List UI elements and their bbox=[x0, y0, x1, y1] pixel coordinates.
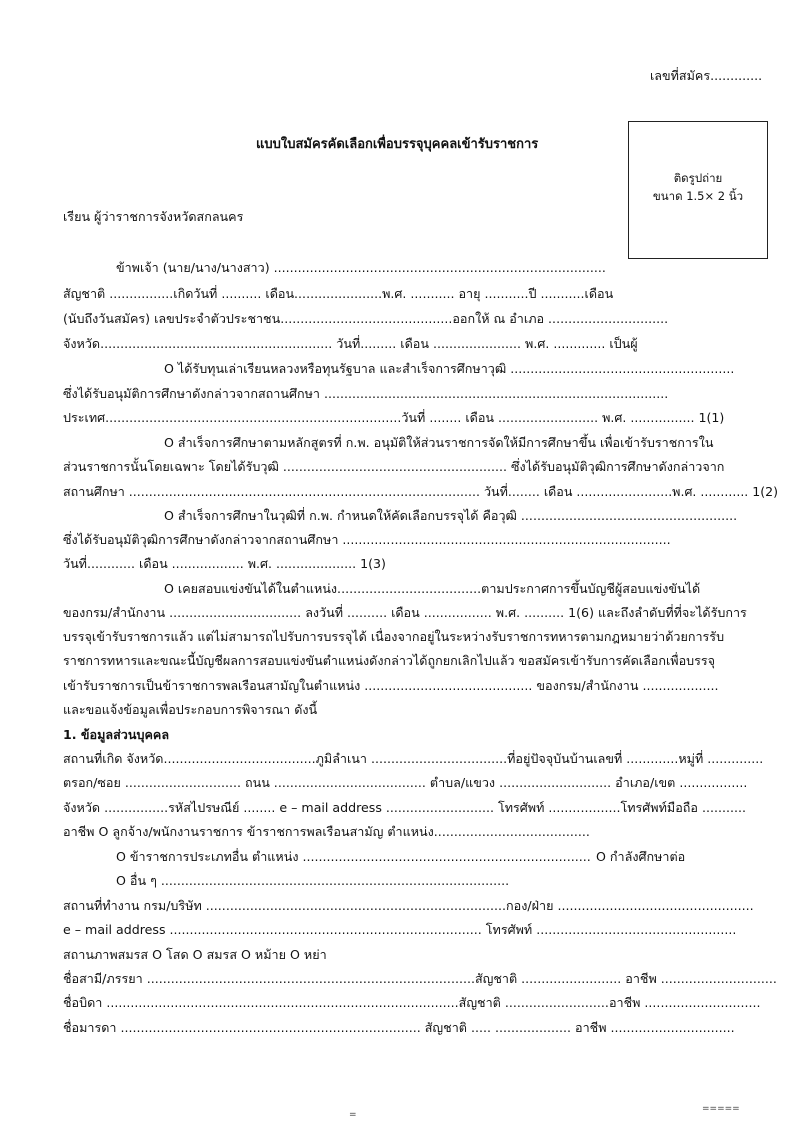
photo-label: ติดรูปถ่าย bbox=[673, 171, 723, 185]
occupation-studying-option: O กำลังศึกษาต่อ bbox=[596, 849, 686, 864]
option-previous-exam-line: O เคยสอบแข่งขันได้ในตำแหน่ง....................................ตามประกาศการขึ้นบัญชีผู้สอบแข่งขันได้ bbox=[164, 581, 701, 596]
page-mark-right: ===== bbox=[702, 1104, 740, 1114]
id-number-line: (นับถึงวันสมัคร) เลขประจำตัวประชาชน...........................................ออกให้ ณ อำเภอ .............................. bbox=[63, 311, 669, 326]
applicant-name-line: ข้าพเจ้า (นาย/นาง/นางสาว) ................................................................................... bbox=[116, 260, 606, 275]
scholarship-institution-line: ซึ่งได้รับอนุมัติการศึกษาดังกล่าวจากสถานศึกษา ...................................................................................... bbox=[63, 386, 669, 401]
father-name-line: ชื่อบิดา ........................................................................................สัญชาติ ..........................อาชีพ ............................. bbox=[63, 995, 761, 1010]
scholarship-country-line: ประเทศ..........................................................................วันที่ ........ เดือน ......................... พ.ศ. ................ 1(1) bbox=[63, 410, 725, 425]
option-ocsc-degree-line: O สำเร็จการศึกษาในวุฒิที่ ก.พ. กำหนดให้คัดเลือกบรรจุได้ คือวุฒิ ...................................................... bbox=[164, 508, 738, 523]
photo-placeholder-box bbox=[628, 121, 768, 259]
birthplace-address-line: สถานที่เกิด จังหวัด......................................ภูมิลำเนา ..................................ที่อยู่ปัจจุบันบ้านเลขที่ .............หมู่ที่ .............. bbox=[63, 751, 764, 766]
spouse-name-line: ชื่อสามี/ภรรยา ..................................................................................สัญชาติ ......................... อาชีพ ............................. bbox=[63, 971, 777, 986]
work-email-line: e – mail address .............................................................................. โทรศัพท์ .................................................. bbox=[63, 922, 737, 937]
degree-date-line: วันที่............ เดือน .................. พ.ศ. .................... 1(3) bbox=[63, 556, 386, 571]
mother-name-line: ชื่อมารดา ........................................................................... สัญชาติ ..... ................... อาชีพ ............................... bbox=[63, 1020, 735, 1035]
addressee: เรียน ผู้ว่าราชการจังหวัดสกลนคร bbox=[63, 209, 244, 224]
province-date-line: จังหวัด.......................................................... วันที่......... เดือน ...................... พ.ศ. ............. เป็นผู้ bbox=[63, 336, 638, 351]
military-service-line: บรรจุเข้ารับราชการแล้ว แต่ไม่สามารถไปรับการบรรจุได้ เนื่องจากอยู่ในระหว่างรับราชการทหารตามกฎหมายว่าด้วยการรับ bbox=[63, 629, 725, 644]
occupation-other-line: O อื่น ๆ ....................................................................................... bbox=[116, 873, 510, 888]
workplace-line: สถานที่ทำงาน กรม/บริษัท ...........................................................................กอง/ฝ่าย ................................................. bbox=[63, 898, 754, 913]
marital-status-line: สถานภาพสมรส O โสด O สมรส O หม้าย O หย่า bbox=[63, 947, 327, 962]
form-title: แบบใบสมัครคัดเลือกเพื่อบรรจุบุคคลเข้ารับราชการ bbox=[256, 137, 539, 152]
curriculum-institution-line: สถานศึกษา ........................................................................................ วันที่........ เดือน ........................พ.ศ. ............ 1(2) bbox=[63, 484, 779, 499]
province-contact-line: จังหวัด ................รหัสไปรษณีย์ ........ e – mail address ........................... โทรศัพท์ ..................โทรศัพท์มือถือ ........... bbox=[63, 800, 746, 815]
exam-cancelled-line: ราชการทหารและขณะนี้บัญชีผลการสอบแข่งขันตำแหน่งดังกล่าวได้ถูกยกเลิกไปแล้ว ขอสมัครเข้ารับการคัดเลือกเพื่อบรรจุ bbox=[63, 653, 716, 668]
applied-position-line: เข้ารับราชการเป็นข้าราชการพลเรือนสามัญในตำแหน่ง .......................................... ของกรม/สำนักงาน ................... bbox=[63, 678, 719, 693]
application-number: เลขที่สมัคร............. bbox=[650, 68, 763, 83]
degree-institution-line: ซึ่งได้รับอนุมัติวุฒิการศึกษาดังกล่าวจากสถานศึกษา .................................................................................. bbox=[63, 532, 671, 547]
photo-size-label: ขนาด 1.5× 2 นิ้ว bbox=[652, 189, 744, 203]
street-district-line: ตรอก/ซอย ............................. ถนน ...................................... ตำบล/แขวง ............................ อำเภอ/เขต ................. bbox=[63, 775, 748, 790]
previous-exam-agency-line: ของกรม/สำนักงาน ................................. ลงวันที่ .......... เดือน ................. พ.ศ. .......... 1(6) และถึงลำดับที่ที่จะได้รับการ bbox=[63, 605, 747, 620]
nationality-birth-line: สัญชาติ ................เกิดวันที่ .......... เดือน......................พ.ศ. ........... อายุ ...........ปี ...........เดือน bbox=[63, 286, 614, 301]
page-mark-center: = bbox=[349, 1110, 357, 1120]
section-personal-info-heading: 1. ข้อมูลส่วนบุคคล bbox=[63, 727, 170, 742]
curriculum-degree-line: ส่วนราชการนั้นโดยเฉพาะ โดยได้รับวุฒิ ........................................................ ซึ่งได้รับอนุมัติวุฒิการศึกษาดังกล่าวจาก bbox=[63, 459, 725, 474]
occupation-other-official-line: O ข้าราชการประเภทอื่น ตำแหน่ง ........................................................................ bbox=[116, 849, 591, 864]
option-ocsc-curriculum-line: O สำเร็จการศึกษาตามหลักสูตรที่ ก.พ. อนุมัติให้ส่วนราชการจัดให้มีการศึกษาขึ้น เพื่อเข้ารับราชการใน bbox=[164, 435, 714, 450]
occupation-civil-servant-line: อาชีพ O ลูกจ้าง/พนักงานราชการ ข้าราชการพลเรือนสามัญ ตำแหน่ง....................................... bbox=[63, 824, 590, 839]
info-intro-line: และขอแจ้งข้อมูลเพื่อประกอบการพิจารณา ดังนี้ bbox=[63, 702, 318, 717]
option-scholarship-line: O ได้รับทุนเล่าเรียนหลวงหรือทุนรัฐบาล และสำเร็จการศึกษาวุฒิ ........................................................ bbox=[164, 361, 735, 376]
